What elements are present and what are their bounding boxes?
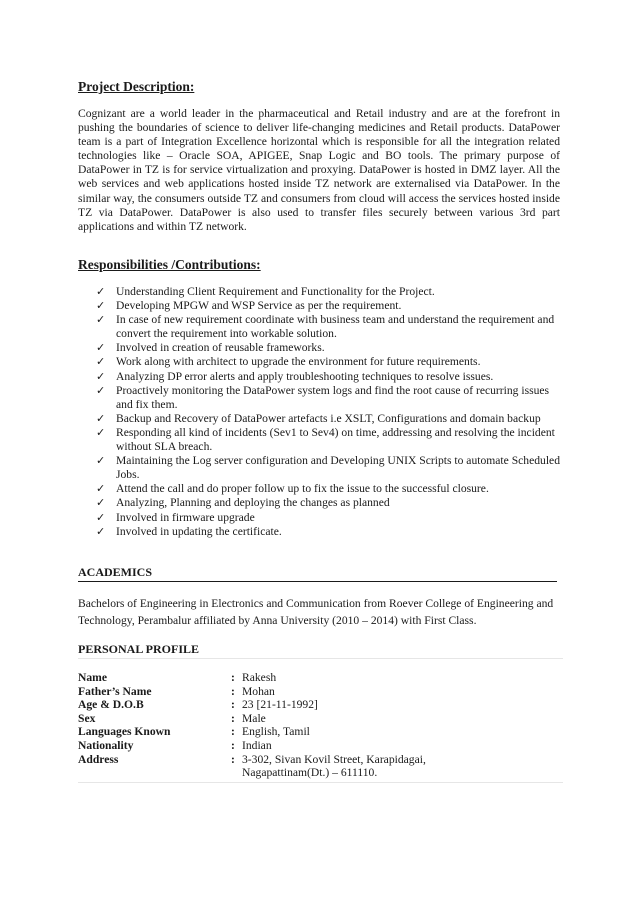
profile-value-line: 23 [21-11-1992]: [242, 698, 318, 712]
responsibility-item: [96, 299, 562, 313]
personal-profile-heading: PERSONAL PROFILE: [78, 642, 200, 656]
profile-label: Languages Known: [78, 725, 171, 739]
responsibility-text: Understanding Client Requirement and Functionality for the Project.: [116, 285, 435, 298]
responsibility-text: Maintaining the Log server configuration and Developing UNIX Scripts to automate Scheduled Jobs.: [116, 454, 560, 482]
profile-separator: :: [231, 738, 235, 752]
profile-separator: :: [231, 684, 235, 698]
responsibility-item: [96, 496, 562, 510]
checkmark-icon: ✓: [96, 510, 106, 524]
checkmark-icon: ✓: [96, 425, 106, 439]
responsibility-item: [96, 341, 562, 355]
profile-separator: :: [231, 698, 235, 712]
profile-value: [242, 712, 542, 726]
profile-value-line: Indian: [242, 738, 272, 752]
responsibility-text: In case of new requirement coordinate with business team and understand the requirement and convert the requirement into workable solution.: [116, 313, 555, 341]
profile-value-line: Nagapattinam(Dt.) – 611110.: [242, 766, 378, 780]
checkmark-icon: ✓: [96, 383, 106, 397]
profile-value: [242, 671, 542, 685]
responsibilities-list: [96, 285, 562, 539]
responsibility-item: [96, 525, 562, 539]
personal-profile-table: [78, 671, 542, 780]
profile-separator: :: [231, 711, 235, 725]
responsibility-item: [96, 384, 562, 412]
responsibility-text: Attend the call and do proper follow up to fix the issue to the successful closure.: [116, 482, 489, 496]
profile-label: Nationality: [78, 738, 134, 752]
responsibility-text: Proactively monitoring the DataPower system logs and find the root cause of recurring issues and fix them.: [116, 383, 550, 411]
profile-row: [78, 698, 542, 712]
responsibilities-heading: Responsibilities /Contributions:: [78, 257, 261, 272]
profile-value-line: Rakesh: [242, 671, 277, 684]
checkmark-icon: ✓: [96, 285, 106, 298]
profile-value: [242, 725, 542, 739]
academics-text: Bachelors of Engineering in Electronics and Communication from Roever College of Engineering and Technology, Perambalur affiliated by Anna University (2010 – 2014) with First Class.: [78, 597, 554, 627]
project-description-heading: Project Description:: [78, 79, 195, 94]
profile-row: [78, 725, 542, 739]
checkmark-icon: ✓: [96, 299, 106, 313]
profile-label: Age & D.O.B: [78, 698, 144, 712]
profile-row: [78, 739, 542, 753]
responsibility-item: [96, 313, 562, 341]
responsibility-text: Analyzing, Planning and deploying the changes as planned: [116, 496, 390, 510]
checkmark-icon: ✓: [96, 496, 106, 510]
profile-value-line: 3-302, Sivan Kovil Street, Karapidagai,: [242, 752, 426, 766]
profile-row: [78, 712, 542, 726]
responsibility-text: Developing MPGW and WSP Service as per the requirement.: [116, 299, 402, 313]
responsibility-text: Involved in updating the certificate.: [116, 524, 282, 538]
checkmark-icon: ✓: [96, 341, 106, 355]
checkmark-icon: ✓: [96, 355, 106, 369]
profile-value-line: Mohan: [242, 684, 275, 698]
responsibility-item: [96, 454, 562, 482]
profile-label: Father’s Name: [78, 684, 152, 698]
responsibility-text: Work along with architect to upgrade the environment for future requirements.: [116, 355, 481, 369]
academics-heading: ACADEMICS: [78, 565, 557, 582]
profile-divider-top: [78, 658, 563, 659]
responsibility-item: [96, 426, 562, 454]
responsibility-item: [96, 511, 562, 525]
responsibility-text: Involved in creation of reusable frameworks.: [116, 341, 325, 355]
responsibility-item: [96, 355, 562, 369]
responsibility-item: [96, 482, 562, 496]
profile-value: [242, 753, 542, 780]
responsibility-text: Analyzing DP error alerts and apply troubleshooting techniques to resolve issues.: [116, 369, 494, 383]
responsibility-item: [96, 370, 562, 384]
profile-label: Name: [78, 671, 107, 684]
checkmark-icon: ✓: [96, 313, 106, 327]
profile-value-line: Male: [242, 711, 266, 725]
profile-value: [242, 739, 542, 753]
profile-value: [242, 685, 542, 699]
checkmark-icon: ✓: [96, 454, 106, 468]
profile-row: [78, 753, 542, 780]
profile-separator: :: [231, 671, 235, 684]
checkmark-icon: ✓: [96, 411, 106, 425]
profile-value-line: English, Tamil: [242, 725, 310, 739]
profile-row: [78, 671, 542, 685]
profile-row: [78, 685, 542, 699]
responsibility-item: [96, 285, 562, 299]
project-description-text: Cognizant are a world leader in the pharmaceutical and Retail industry and are at the forefront in pushing the boundaries of science to deliver life-changing medicines and Retail products. DataPower team is a part of Integration Excellence horizontal which is responsible for all the integration related technologies like – Oracle SOA, APIGEE, Snap Logic and BO tools. The primary purpose of DataPower in TZ is for service virtualization and proxying. DataPower is hosted in DMZ layer. All the web services and web applications hosted inside TZ network are externalised via DataPower. In the similar way, the consumers outside TZ and consumers from cloud will access the services hosted inside TZ via DataPower. DataPower is also used to transfer files securely between various 3rd part applications and within TZ network.: [78, 107, 560, 233]
profile-divider-bottom: [78, 782, 563, 783]
checkmark-icon: ✓: [96, 524, 106, 538]
checkmark-icon: ✓: [96, 482, 106, 496]
responsibility-text: Backup and Recovery of DataPower artefacts i.e XSLT, Configurations and domain backup: [116, 411, 541, 425]
responsibility-text: Involved in firmware upgrade: [116, 510, 255, 524]
profile-label: Address: [78, 752, 119, 766]
profile-separator: :: [231, 752, 235, 766]
profile-value: [242, 698, 542, 712]
responsibility-item: [96, 412, 562, 426]
profile-label: Sex: [78, 711, 96, 725]
checkmark-icon: ✓: [96, 369, 106, 383]
responsibility-text: Responding all kind of incidents (Sev1 to Sev4) on time, addressing and resolving the incident without SLA breach.: [116, 425, 555, 454]
profile-separator: :: [231, 725, 235, 739]
